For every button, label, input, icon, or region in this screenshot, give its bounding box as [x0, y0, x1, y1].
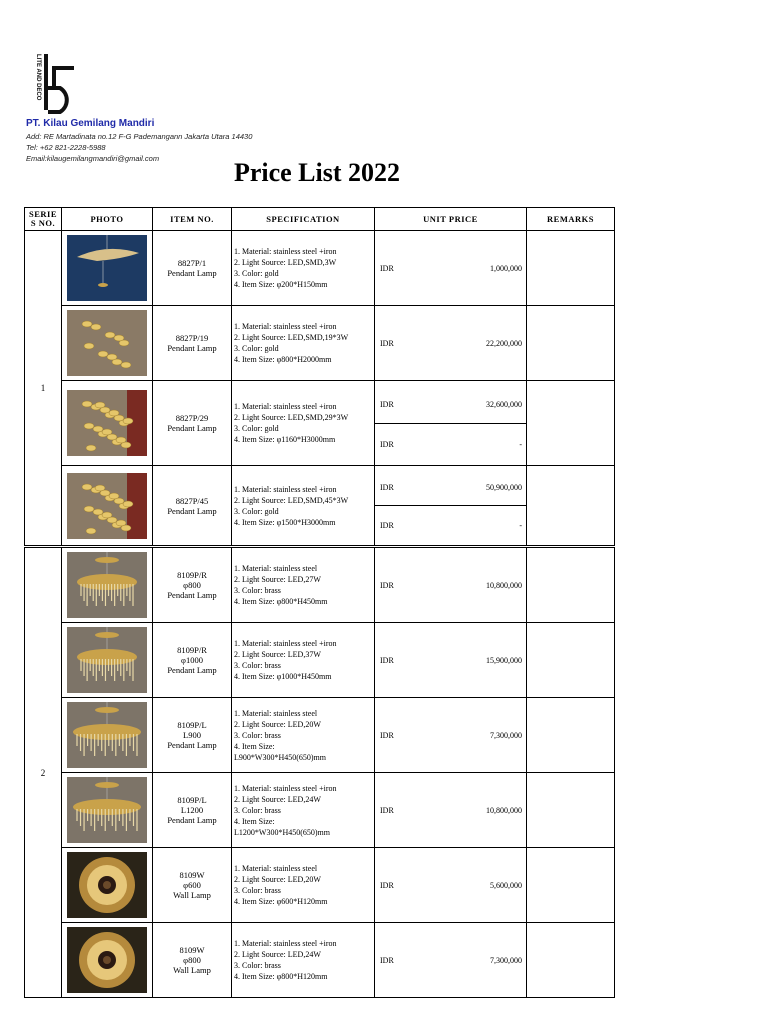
price-table-series-2 — [24, 547, 615, 998]
price-line — [375, 396, 526, 409]
spec-line: 1. Material: stainless steel +iron — [234, 783, 337, 793]
item-line: Pendant Lamp — [167, 815, 217, 825]
company-phone: Tel: +62 821-2228-5988 — [26, 143, 106, 152]
specification — [232, 306, 375, 381]
unit-price — [375, 623, 527, 698]
table-row — [25, 381, 615, 424]
item-number — [153, 698, 232, 773]
spec-line: 1. Material: stainless steel +iron — [234, 639, 337, 648]
unit-price — [375, 698, 527, 773]
spec-line: 2. Light Source: LED,20W — [234, 719, 321, 729]
spec-line: 3. Color: gold — [234, 506, 279, 516]
currency-label: IDR — [380, 483, 394, 492]
table-row — [25, 306, 615, 381]
specification — [232, 623, 375, 698]
item-line: Wall Lamp — [173, 890, 211, 900]
currency-label: IDR — [380, 440, 394, 449]
spec-line: L900*W300*H450(650)mm — [234, 752, 326, 762]
company-address: Add: RE Martadinata no.12 F-G Pademangann Jakarta Utara 14430 — [26, 132, 253, 141]
currency-label: IDR — [380, 338, 394, 348]
spec-line: 4. Item Size: φ1500*H3000mm — [234, 517, 336, 527]
price-line — [375, 806, 526, 815]
lamp-photo-image — [67, 390, 147, 456]
table-row — [25, 231, 615, 306]
spec-line: 2. Light Source: LED,24W — [234, 794, 321, 804]
currency-label: IDR — [380, 955, 394, 965]
price-line — [375, 731, 526, 740]
lamp-photo-image — [67, 702, 147, 768]
lamp-photo-image — [67, 627, 147, 693]
item-line: Pendant Lamp — [167, 665, 217, 675]
lamp-photo-image — [67, 552, 147, 618]
currency-label: IDR — [380, 730, 394, 740]
specification — [232, 848, 375, 923]
item-line: Pendant Lamp — [167, 505, 217, 516]
spec-line: 4. Item Size: — [234, 741, 275, 751]
item-line: 8109P/L — [177, 795, 207, 805]
item-number — [153, 466, 232, 546]
spec-line: 3. Color: brass — [234, 886, 281, 895]
product-photo — [62, 306, 153, 381]
item-number — [153, 231, 232, 306]
spec-line: 4. Item Size: φ800*H2000mm — [234, 355, 332, 364]
item-number — [153, 848, 232, 923]
unit-price — [375, 848, 527, 923]
unit-price-alt — [375, 424, 527, 466]
spec-line: 1. Material: stainless steel +iron — [234, 484, 337, 494]
price-line — [375, 521, 526, 530]
currency-label: IDR — [380, 521, 394, 530]
item-number — [153, 306, 232, 381]
spec-line: 4. Item Size: φ200*H150mm — [234, 280, 328, 289]
spec-line: 1. Material: stainless steel +iron — [234, 939, 337, 948]
spec-line: 2. Light Source: LED,SMD,29*3W — [234, 413, 349, 422]
spec-line: 2. Light Source: LED,SMD,45*3W — [234, 495, 349, 505]
unit-price — [375, 231, 527, 306]
unit-price — [375, 773, 527, 848]
price-value: 15,900,000 — [486, 655, 522, 665]
table-row — [25, 773, 615, 848]
item-line: 8827P/29 — [175, 413, 209, 423]
remarks — [527, 381, 615, 466]
spec-line: 3. Color: gold — [234, 344, 279, 353]
spec-line: 4. Item Size: φ800*H450mm — [234, 597, 328, 606]
item-line: φ800 — [183, 580, 201, 590]
currency-label: IDR — [380, 263, 394, 273]
product-photo — [62, 623, 153, 698]
remarks — [527, 773, 615, 848]
currency-label: IDR — [380, 580, 394, 590]
item-number — [153, 548, 232, 623]
price-line — [375, 479, 526, 492]
product-photo — [62, 698, 153, 773]
item-number — [153, 923, 232, 998]
price-value: - — [519, 521, 522, 530]
spec-line: 1. Material: stainless steel +iron — [234, 247, 337, 256]
column-header-remarks: REMARKS — [527, 208, 615, 231]
price-value: 7,300,000 — [490, 730, 522, 740]
price-value: 1,000,000 — [490, 263, 522, 273]
logo-text: LITE AND DECO — [35, 54, 41, 101]
spec-line: 4. Item Size: φ600*H120mm — [234, 897, 328, 906]
item-line: Pendant Lamp — [167, 343, 217, 353]
price-value: 32,600,000 — [486, 399, 522, 409]
company-name: PT. Kilau Gemilang Mandiri — [26, 118, 155, 129]
price-line — [375, 581, 526, 590]
item-line: 8109W — [179, 870, 205, 880]
column-header-photo: PHOTO — [62, 208, 153, 231]
lamp-photo-image — [67, 235, 147, 301]
column-header-price: UNIT PRICE — [375, 208, 527, 231]
item-number — [153, 381, 232, 466]
item-line: φ800 — [183, 955, 201, 965]
spec-line: 1. Material: stainless steel — [234, 864, 318, 873]
specification — [232, 231, 375, 306]
price-table-series-1 — [24, 207, 615, 546]
unit-price-alt — [375, 506, 527, 546]
remarks — [527, 623, 615, 698]
specification — [232, 381, 375, 466]
price-line — [375, 264, 526, 273]
item-line: 8827P/1 — [177, 258, 207, 268]
spec-line: 4. Item Size: φ1160*H3000mm — [234, 435, 336, 444]
item-line: 8109P/R — [177, 570, 207, 580]
item-line: L900 — [183, 730, 201, 740]
price-value: 10,800,000 — [486, 805, 522, 815]
price-value: 50,900,000 — [486, 483, 522, 492]
specification — [232, 698, 375, 773]
item-line: 8109P/L — [177, 720, 207, 730]
product-photo — [62, 923, 153, 998]
spec-line: 3. Color: gold — [234, 424, 279, 433]
column-header-spec: SPECIFICATION — [232, 208, 375, 231]
spec-line: 2. Light Source: LED,24W — [234, 950, 321, 959]
price-value: 22,200,000 — [486, 338, 522, 348]
product-photo — [62, 548, 153, 623]
product-photo — [62, 231, 153, 306]
item-line: Wall Lamp — [173, 965, 211, 975]
spec-line: 2. Light Source: LED,SMD,19*3W — [234, 333, 349, 342]
currency-label: IDR — [380, 399, 394, 409]
remarks — [527, 306, 615, 381]
price-value: 5,600,000 — [490, 880, 522, 890]
unit-price — [375, 381, 527, 424]
spec-line: 4. Item Size: φ1000*H450mm — [234, 672, 332, 681]
table-header-row — [25, 208, 615, 231]
remarks — [527, 698, 615, 773]
spec-line: L1200*W300*H450(650)mm — [234, 827, 330, 837]
item-line: L1200 — [180, 805, 204, 815]
price-value: - — [519, 440, 522, 449]
item-line: Pendant Lamp — [167, 740, 217, 750]
table-row — [25, 848, 615, 923]
product-photo — [62, 848, 153, 923]
product-photo — [62, 466, 153, 546]
spec-line: 3. Color: gold — [234, 269, 279, 278]
unit-price — [375, 548, 527, 623]
specification — [232, 773, 375, 848]
remarks — [527, 231, 615, 306]
spec-line: 2. Light Source: LED,20W — [234, 875, 321, 884]
spec-line: 2. Light Source: LED,37W — [234, 650, 321, 659]
lamp-photo-image — [67, 852, 147, 918]
series-number: 1 — [25, 231, 62, 546]
lamp-photo-image — [67, 777, 147, 843]
remarks — [527, 848, 615, 923]
item-line: Pendant Lamp — [167, 590, 217, 600]
item-line: φ600 — [183, 880, 201, 890]
lamp-photo-image — [67, 310, 147, 376]
item-number — [153, 623, 232, 698]
spec-line: 2. Light Source: LED,SMD,3W — [234, 258, 337, 267]
remarks — [527, 923, 615, 998]
specification — [232, 548, 375, 623]
price-line — [375, 881, 526, 890]
item-line: Pendant Lamp — [167, 268, 217, 278]
unit-price — [375, 466, 527, 506]
remarks — [527, 548, 615, 623]
specification — [232, 466, 375, 546]
column-header-series: SERIE S NO. — [25, 208, 62, 231]
company-logo — [30, 52, 92, 114]
currency-label: IDR — [380, 805, 394, 815]
spec-line: 4. Item Size: φ800*H120mm — [234, 972, 328, 981]
price-line — [375, 440, 526, 449]
price-value: 10,800,000 — [486, 580, 522, 590]
spec-line: 4. Item Size: — [234, 816, 275, 826]
item-line: Pendant Lamp — [167, 423, 217, 433]
item-line: 8827P/19 — [175, 333, 209, 343]
spec-line: 3. Color: brass — [234, 586, 281, 595]
table-row — [25, 466, 615, 506]
item-line: 8827P/45 — [175, 495, 209, 506]
price-line — [375, 656, 526, 665]
page-title: Price List 2022 — [233, 158, 401, 187]
unit-price — [375, 923, 527, 998]
item-line: 8109P/R — [177, 645, 207, 655]
spec-line: 3. Color: brass — [234, 730, 281, 740]
price-value: 7,300,000 — [490, 955, 522, 965]
lamp-photo-image — [67, 927, 147, 993]
table-row — [25, 623, 615, 698]
column-header-item: ITEM NO. — [153, 208, 232, 231]
remarks — [527, 466, 615, 546]
lamp-photo-image — [67, 473, 147, 539]
item-line: 8109W — [179, 945, 205, 955]
product-photo — [62, 381, 153, 466]
spec-line: 2. Light Source: LED,27W — [234, 575, 321, 584]
product-photo — [62, 773, 153, 848]
table-row — [25, 923, 615, 998]
item-line: φ1000 — [181, 655, 203, 665]
spec-line: 1. Material: stainless steel +iron — [234, 322, 337, 331]
spec-line: 3. Color: brass — [234, 661, 281, 670]
spec-line: 3. Color: brass — [234, 805, 281, 815]
spec-line: 3. Color: brass — [234, 961, 281, 970]
table-row — [25, 698, 615, 773]
table-row — [25, 548, 615, 623]
spec-line: 1. Material: stainless steel +iron — [234, 402, 337, 411]
price-line — [375, 956, 526, 965]
spec-line: 1. Material: stainless steel — [234, 708, 318, 718]
unit-price — [375, 306, 527, 381]
currency-label: IDR — [380, 655, 394, 665]
item-number — [153, 773, 232, 848]
company-email: Email:kilaugemilangmandiri@gmail.com — [26, 154, 160, 163]
spec-line: 1. Material: stainless steel — [234, 564, 318, 573]
price-line — [375, 339, 526, 348]
currency-label: IDR — [380, 880, 394, 890]
series-number: 2 — [25, 548, 62, 998]
specification — [232, 923, 375, 998]
